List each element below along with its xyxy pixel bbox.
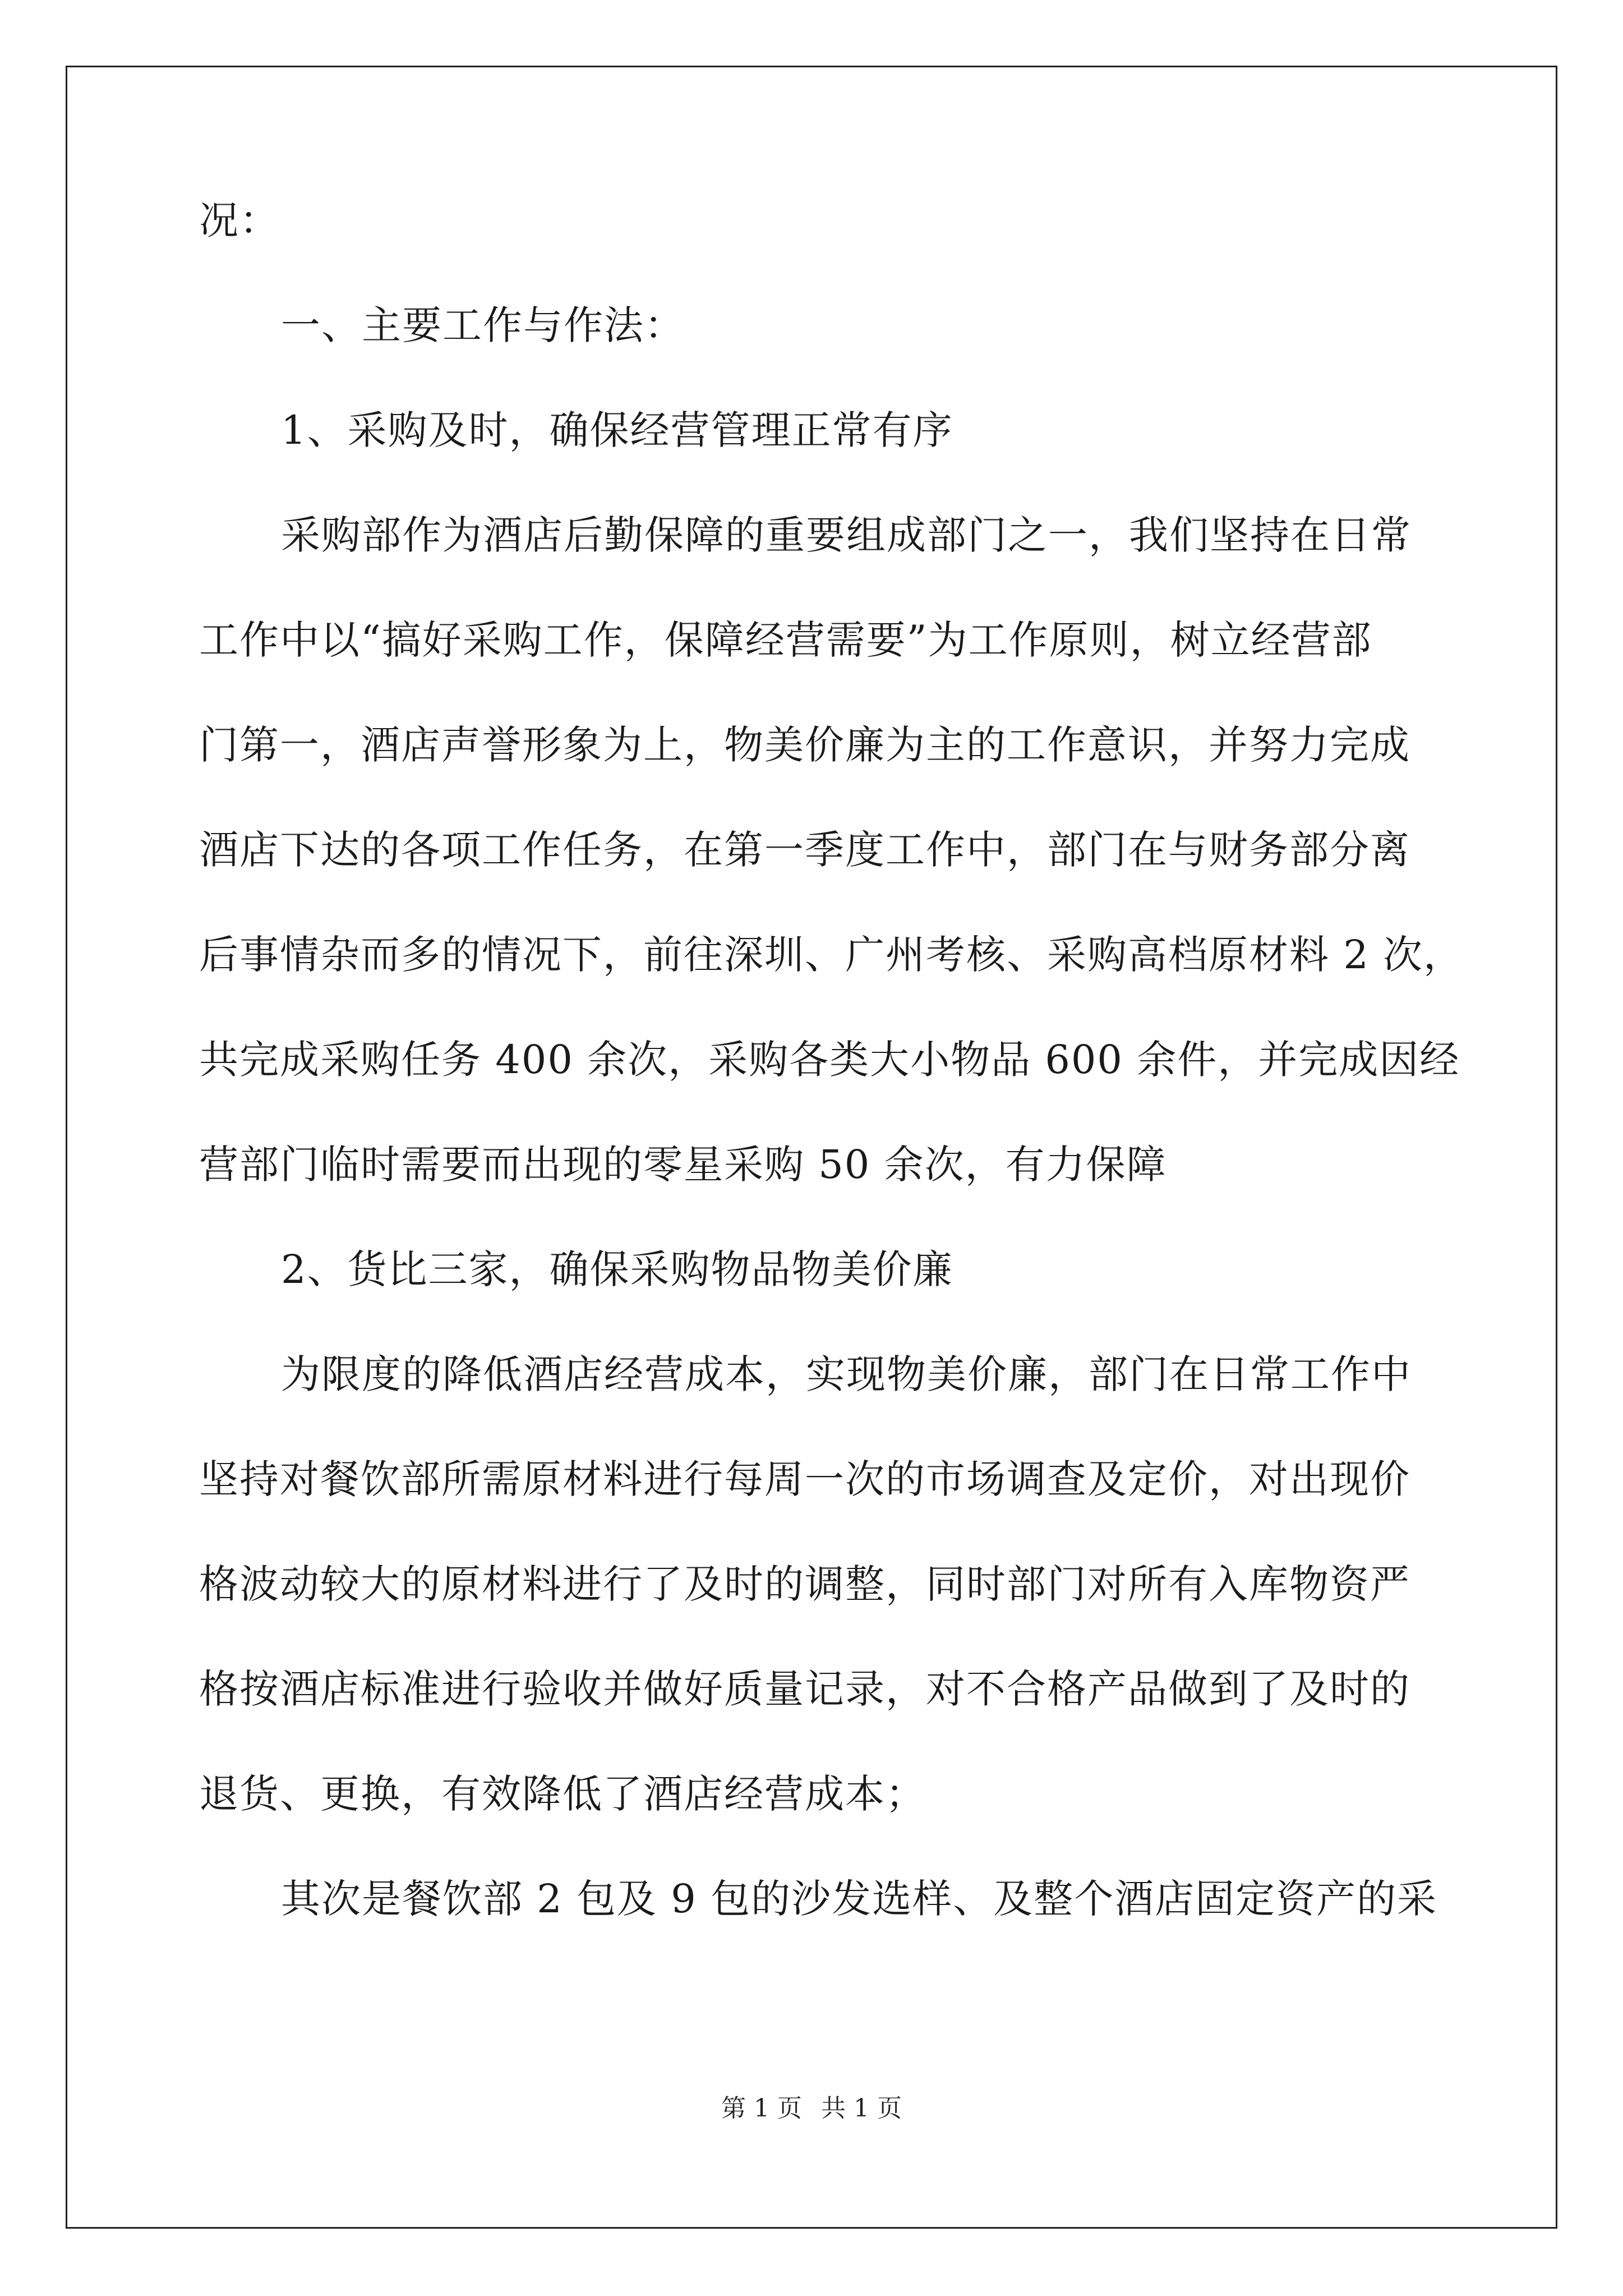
text-line: 格波动较大的原材料进行了及时的调整，同时部门对所有入库物资严: [199, 1561, 1410, 1607]
text-line: 门第一，酒店声誉形象为上，物美价廉为主的工作意识，并努力完成: [199, 722, 1410, 768]
text-line: 2、货比三家，确保采购物品物美价廉: [281, 1246, 953, 1292]
text-line: 为限度的降低酒店经营成本，实现物美价廉，部门在日常工作中: [281, 1351, 1412, 1397]
text-line: 坚持对餐饮部所需原材料进行每周一次的市场调查及定价，对出现价: [199, 1456, 1410, 1502]
text-line: 一、主要工作与作法：: [281, 302, 685, 348]
page-footer: [0, 2088, 1623, 2124]
text-line: 采购部作为酒店后勤保障的重要组成部门之一，我们坚持在日常: [281, 512, 1412, 558]
text-line: 退货、更换，有效降低了酒店经营成本；: [199, 1771, 926, 1817]
text-line: 酒店下达的各项工作任务，在第一季度工作中，部门在与财务部分离: [199, 827, 1410, 873]
text-line: 营部门临时需要而出现的零星采购 50 余次，有力保障: [199, 1142, 1167, 1188]
text-line: 其次是餐饮部 2 包及 9 包的沙发选样、及整个酒店固定资产的采: [281, 1876, 1438, 1922]
text-line: 共完成采购任务 400 余次，采购各类大小物品 600 余件，并完成因经: [199, 1037, 1460, 1083]
text-line: 工作中以“搞好采购工作，保障经营需要”为工作原则，树立经营部: [199, 617, 1372, 663]
page-total: 共 1 页: [821, 2094, 902, 2123]
text-line: 1、采购及时，确保经营管理正常有序: [281, 407, 953, 453]
text-line: 况：: [199, 197, 280, 243]
text-line: 后事情杂而多的情况下，前往深圳、广州考核、采购高档原材料 2 次，: [199, 932, 1464, 978]
text-line: 格按酒店标准进行验收并做好质量记录，对不合格产品做到了及时的: [199, 1666, 1410, 1712]
page-number: 第 1 页: [721, 2094, 802, 2123]
